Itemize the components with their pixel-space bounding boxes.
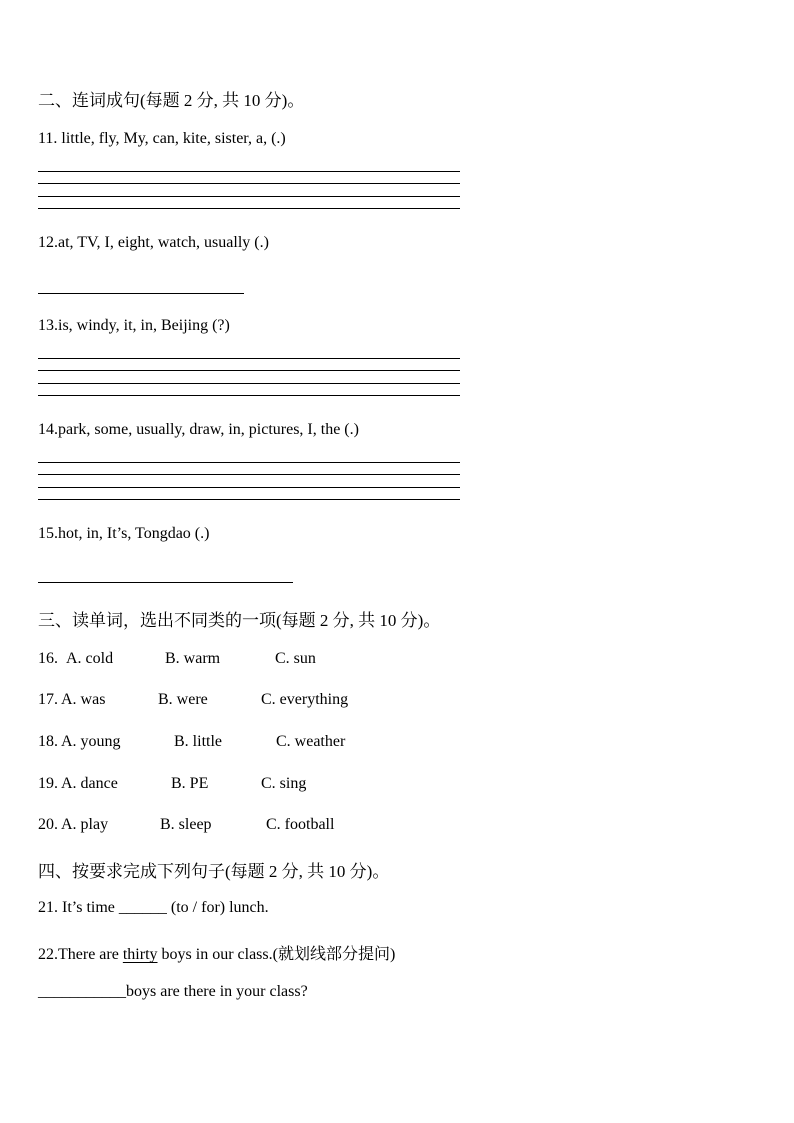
- q22-answer-text: boys are there in your class?: [126, 983, 308, 1000]
- question-11: 11. little, fly, My, can, kite, sister, a, (.): [38, 130, 286, 147]
- option-a: A. play: [61, 816, 109, 833]
- option-c: C. sing: [261, 775, 307, 792]
- answer-line: [38, 487, 460, 488]
- answer-line: [38, 196, 460, 197]
- q22-note: (就划线部分提问): [272, 946, 396, 963]
- option-c: C. sun: [275, 650, 316, 667]
- option-b: B. warm: [165, 650, 221, 667]
- q21-text-after: (to / for) lunch.: [170, 899, 269, 916]
- option-b: B. PE: [171, 775, 209, 792]
- answer-line: [38, 383, 460, 384]
- answer-line: [38, 358, 460, 359]
- question-20-number: 20.: [38, 816, 58, 833]
- option-a: A. cold: [66, 650, 114, 667]
- answer-line: [38, 499, 460, 500]
- answer-line: [38, 474, 460, 475]
- option-c: C. football: [266, 816, 335, 833]
- question-19-number: 19.: [38, 775, 58, 792]
- question-15: 15.hot, in, It’s, Tongdao (.): [38, 525, 210, 542]
- q22-answer-blank: ___________: [38, 983, 126, 1000]
- answer-line: [38, 183, 460, 184]
- option-a: A. dance: [61, 775, 118, 792]
- option-b: B. little: [174, 733, 222, 750]
- question-12: 12.at, TV, I, eight, watch, usually (.): [38, 234, 269, 251]
- question-22: [38, 941, 395, 964]
- option-c: C. weather: [276, 733, 346, 750]
- q22-text-after: boys in our class.: [161, 946, 273, 963]
- question-17-number: 17.: [38, 691, 58, 708]
- question-18-number: 18.: [38, 733, 58, 750]
- question-21: [38, 899, 269, 917]
- question-22-answer: [38, 983, 308, 1001]
- question-14: 14.park, some, usually, draw, in, pictures, I, the (.): [38, 421, 359, 438]
- section-heading-3: 三、读单词，选出不同类的一项(每题 2 分, 共 10 分)。: [38, 611, 441, 630]
- section-heading-4: 四、按要求完成下列句子(每题 2 分, 共 10 分)。: [38, 862, 390, 881]
- option-c: C. everything: [261, 691, 349, 708]
- answer-line: [38, 462, 460, 463]
- option-b: B. sleep: [160, 816, 212, 833]
- q22-text-before: 22.There are: [38, 946, 119, 963]
- question-13: 13.is, windy, it, in, Beijing (?): [38, 317, 230, 334]
- option-a: A. young: [61, 733, 121, 750]
- section-heading-2: 二、连词成句(每题 2 分, 共 10 分)。: [38, 91, 305, 110]
- answer-line: [38, 370, 460, 371]
- q21-text-before: 21. It’s time: [38, 899, 115, 916]
- answer-line: [38, 395, 460, 396]
- option-a: A. was: [61, 691, 106, 708]
- q21-blank: ______: [118, 899, 167, 916]
- answer-line: [38, 208, 460, 209]
- answer-line: [38, 293, 244, 294]
- answer-line: [38, 171, 460, 172]
- answer-line: [38, 582, 293, 583]
- q22-underlined-word: thirty: [122, 946, 158, 963]
- question-16-number: 16.: [38, 650, 58, 667]
- option-b: B. were: [158, 691, 208, 708]
